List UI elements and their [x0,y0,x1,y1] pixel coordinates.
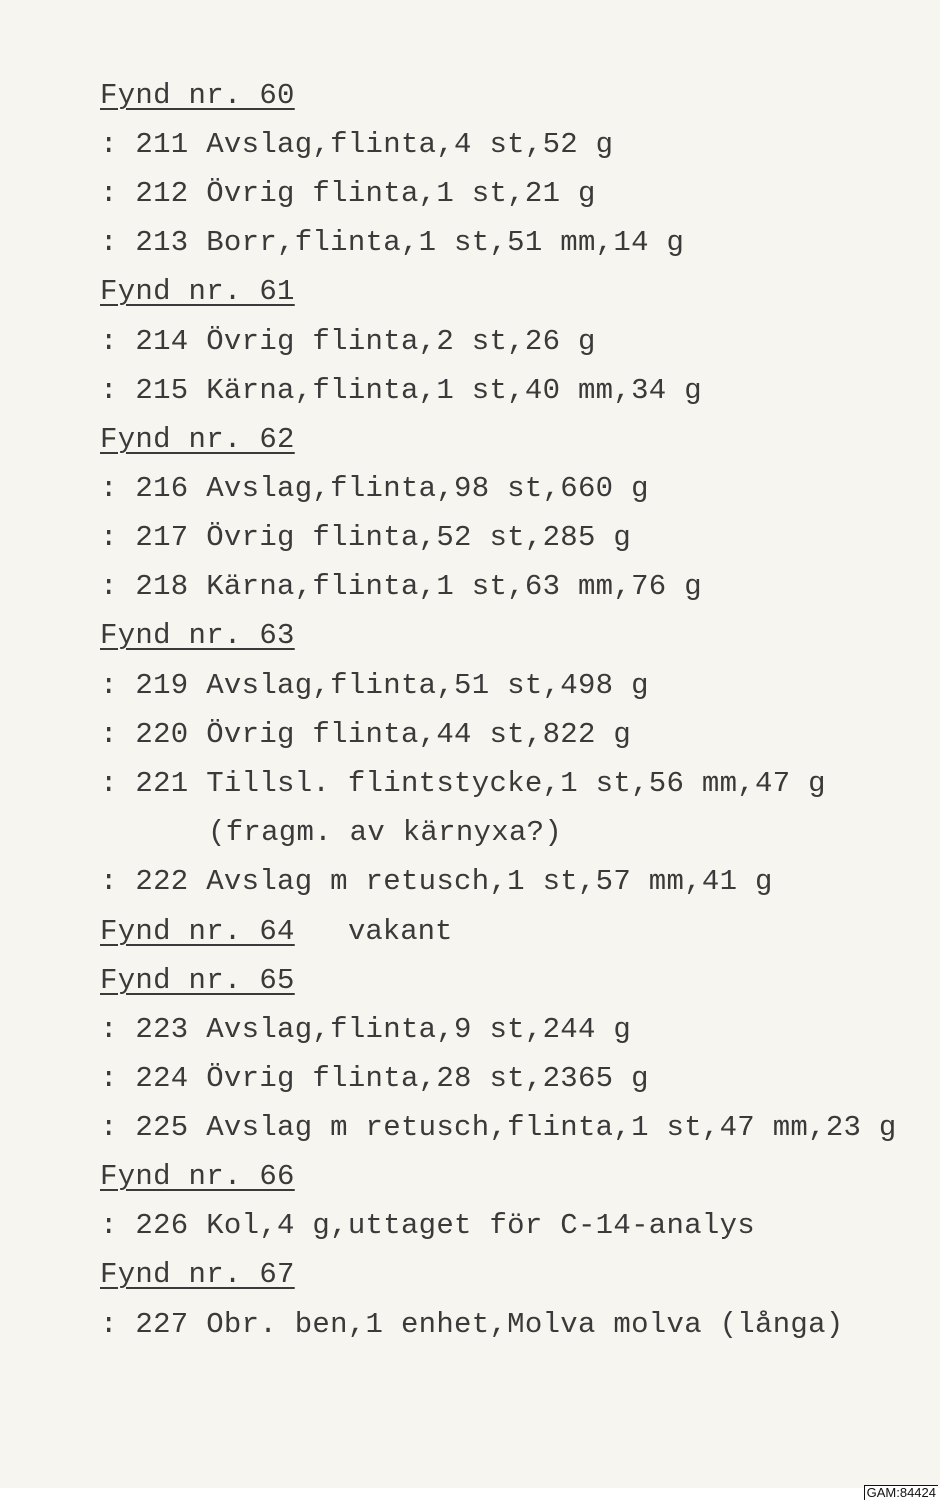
find-heading-66: Fynd nr. 66 [100,1160,295,1193]
catalog-entry-215: : 215 Kärna,flinta,1 st,40 mm,34 g [100,374,702,407]
catalog-entry-221-note: (fragm. av kärnyxa?) [208,816,563,849]
catalog-entry-217: : 217 Övrig flinta,52 st,285 g [100,521,632,554]
find-heading-60: Fynd nr. 60 [100,79,295,112]
find-heading-64: Fynd nr. 64 [100,915,295,948]
catalog-entry-225: : 225 Avslag m retusch,flinta,1 st,47 mm,23 g [100,1111,897,1144]
catalog-entry-223: : 223 Avslag,flinta,9 st,244 g [100,1013,632,1046]
catalog-entry-219: : 219 Avslag,flinta,51 st,498 g [100,669,649,702]
catalog-entry-211: : 211 Avslag,flinta,4 st,52 g [100,128,614,161]
catalog-entry-214: : 214 Övrig flinta,2 st,26 g [100,325,596,358]
vacant-note: vakant [348,915,453,948]
catalog-entry-224: : 224 Övrig flinta,28 st,2365 g [100,1062,649,1095]
find-heading-65: Fynd nr. 65 [100,964,295,997]
find-heading-67: Fynd nr. 67 [100,1258,295,1291]
catalog-entry-220: : 220 Övrig flinta,44 st,822 g [100,718,632,751]
catalog-entry-218: : 218 Kärna,flinta,1 st,63 mm,76 g [100,570,702,603]
catalog-entry-213: : 213 Borr,flinta,1 st,51 mm,14 g [100,226,685,259]
find-heading-63: Fynd nr. 63 [100,619,295,652]
catalog-entry-216: : 216 Avslag,flinta,98 st,660 g [100,472,649,505]
find-heading-62: Fynd nr. 62 [100,423,295,456]
find-heading-61: Fynd nr. 61 [100,275,295,308]
archive-stamp: GAM:84424 [864,1485,938,1500]
catalog-entry-227: : 227 Obr. ben,1 enhet,Molva molva (långa) [100,1308,844,1341]
catalog-entry-222: : 222 Avslag m retusch,1 st,57 mm,41 g [100,865,773,898]
catalog-entry-226: : 226 Kol,4 g,uttaget för C-14-analys [100,1209,756,1242]
catalog-entry-221: : 221 Tillsl. flintstycke,1 st,56 mm,47 g [100,767,826,800]
catalog-entry-212: : 212 Övrig flinta,1 st,21 g [100,177,596,210]
